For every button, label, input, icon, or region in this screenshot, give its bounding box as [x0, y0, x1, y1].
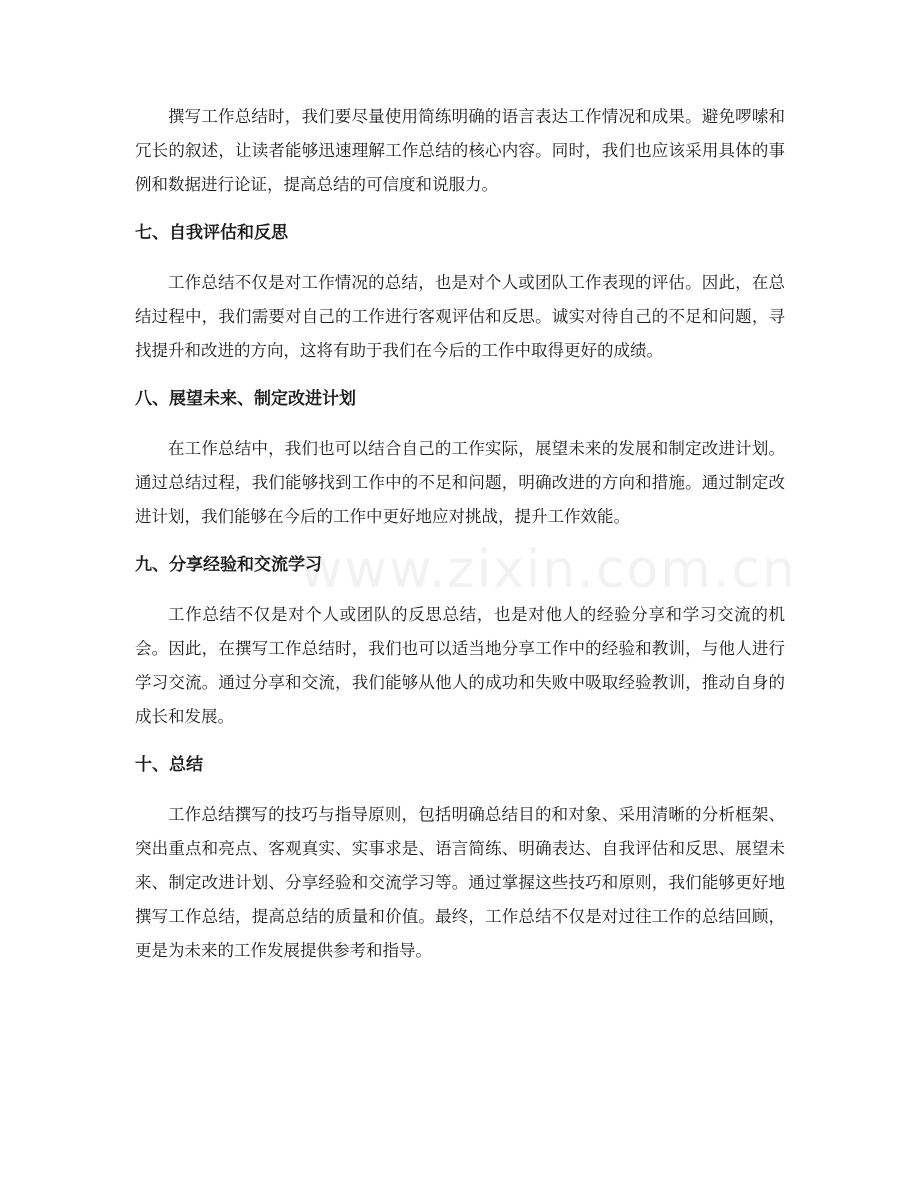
- section-paragraph-10: 工作总结撰写的技巧与指导原则，包括明确总结目的和对象、采用清晰的分析框架、突出重点和亮点、客观真实、实事求是、语言简练、明确表达、自我评估和反思、展望未来、制定改进计划、分享经验和交流学习等。通过掌握这些技巧和原则，我们能够更好地撰写工作总结，提高总结的质量和价值。最终，工作总结不仅是对过往工作的总结回顾，更是为未来的工作发展提供参考和指导。: [135, 805, 785, 960]
- watermark: www.zixin.com.cn: [300, 540, 797, 600]
- section-paragraph-7: 工作总结不仅是对工作情况的总结，也是对个人或团队工作表现的评估。因此，在总结过程中，我们需要对自己的工作进行客观评估和反思。诚实对待自己的不足和问题，寻找提升和改进的方向，这将有助于我们在今后的工作中取得更好的成绩。: [135, 273, 785, 360]
- section-paragraph-9: 工作总结不仅是对个人或团队的反思总结，也是对他人的经验分享和学习交流的机会。因此，在撰写工作总结时，我们也可以适当地分享工作中的经验和教训，与他人进行学习交流。通过分享和交流，我们能够从他人的成功和失败中吸取经验教训，推动自身的成长和发展。: [135, 605, 785, 726]
- document-body: [135, 100, 785, 968]
- section-paragraph-8: 在工作总结中，我们也可以结合自己的工作实际，展望未来的发展和制定改进计划。通过总结过程，我们能够找到工作中的不足和问题，明确改进的方向和措施。通过制定改进计划，我们能够在今后的工作中更好地应对挑战，提升工作效能。: [135, 439, 785, 526]
- section-heading-7: 七、自我评估和反思: [135, 223, 288, 243]
- section-heading-10: 十、总结: [135, 755, 203, 775]
- section-heading-9: 九、分享经验和交流学习: [135, 555, 322, 575]
- section-heading-8: 八、展望未来、制定改进计划: [135, 389, 356, 409]
- intro-paragraph: 撰写工作总结时，我们要尽量使用简练明确的语言表达工作情况和成果。避免啰嗦和冗长的叙述，让读者能够迅速理解工作总结的核心内容。同时，我们也应该采用具体的事例和数据进行论证，提高总结的可信度和说服力。: [135, 107, 785, 194]
